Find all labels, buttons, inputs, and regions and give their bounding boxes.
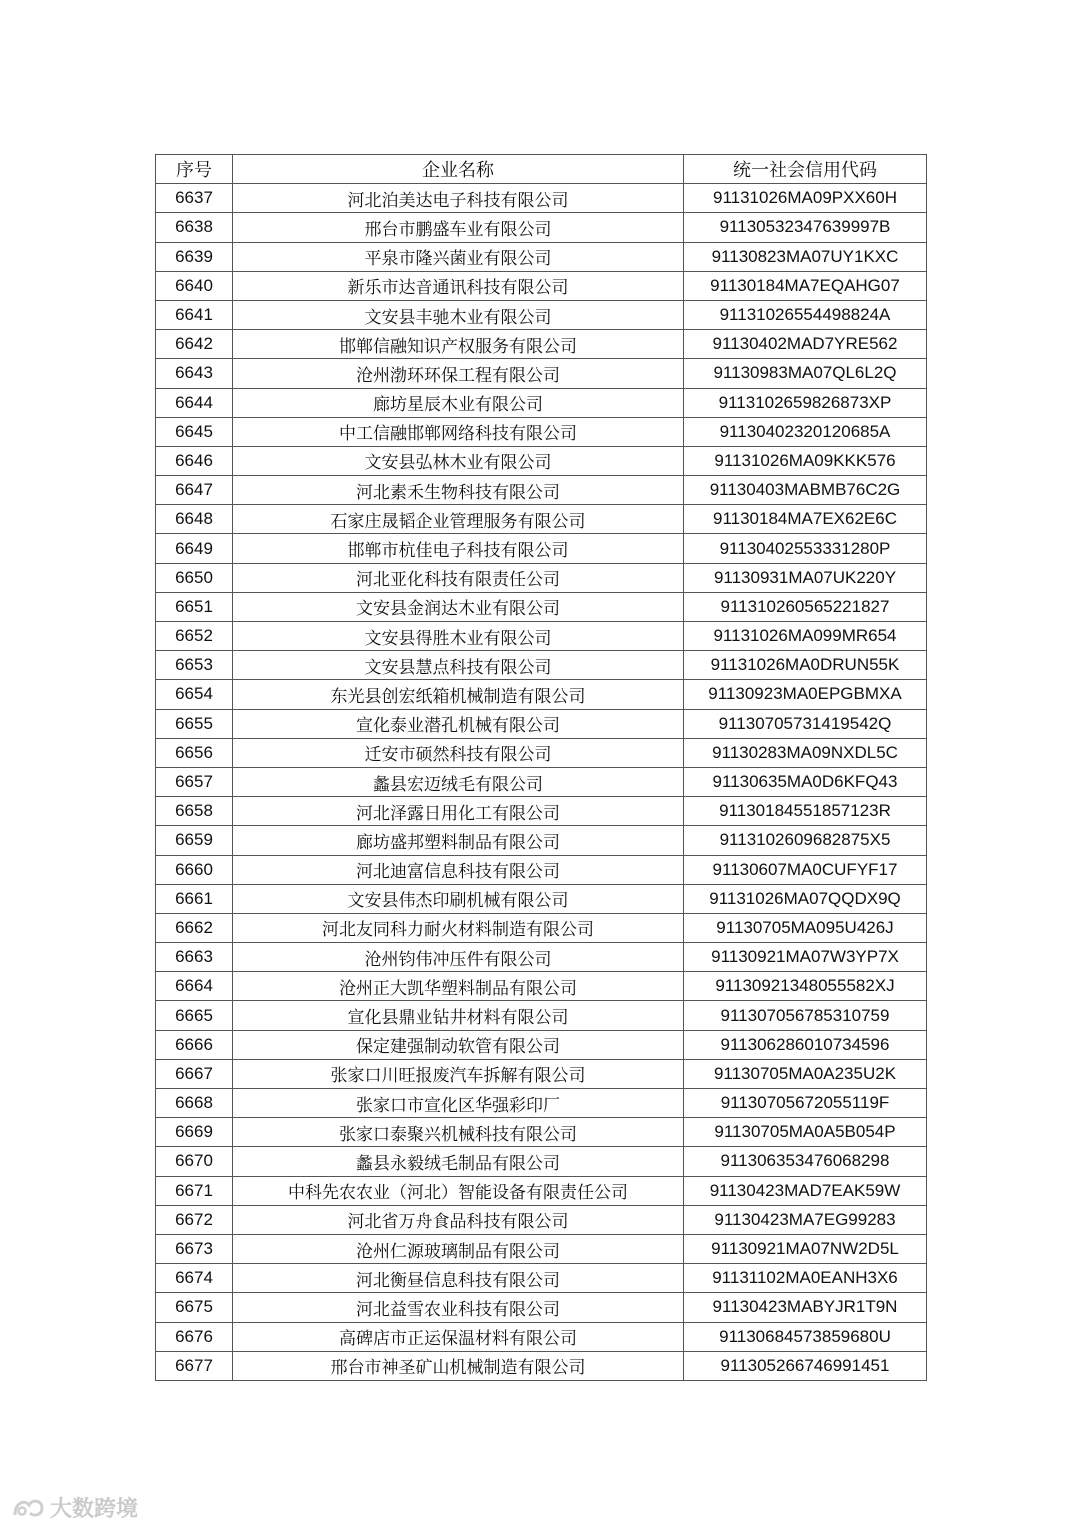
row-index: 6651 (156, 592, 233, 621)
row-index: 6637 (156, 184, 233, 213)
row-index: 6648 (156, 505, 233, 534)
row-credit-code: 91130184551857123R (684, 797, 927, 826)
row-company-name: 河北迪富信息科技有限公司 (233, 855, 684, 884)
row-index: 6668 (156, 1089, 233, 1118)
table-row (156, 651, 927, 680)
row-credit-code: 91130705MA095U426J (684, 913, 927, 942)
table-row (156, 300, 927, 329)
row-index: 6647 (156, 476, 233, 505)
row-company-name: 文安县得胜木业有限公司 (233, 622, 684, 651)
table-row (156, 1176, 927, 1205)
row-company-name: 中科先农农业（河北）智能设备有限责任公司 (233, 1176, 684, 1205)
row-company-name: 河北泽露日用化工有限公司 (233, 797, 684, 826)
table-row (156, 1059, 927, 1088)
row-credit-code: 91130931MA07UK220Y (684, 563, 927, 592)
row-index: 6676 (156, 1322, 233, 1351)
row-credit-code: 91130705731419542Q (684, 709, 927, 738)
row-company-name: 河北益雪农业科技有限公司 (233, 1293, 684, 1322)
table-row (156, 943, 927, 972)
table-row (156, 1234, 927, 1263)
row-credit-code: 911306286010734596 (684, 1030, 927, 1059)
row-company-name: 中工信融邯郸网络科技有限公司 (233, 417, 684, 446)
row-index: 6670 (156, 1147, 233, 1176)
row-company-name: 文安县弘林木业有限公司 (233, 446, 684, 475)
row-company-name: 高碑店市正运保温材料有限公司 (233, 1322, 684, 1351)
table-row (156, 184, 927, 213)
watermark (12, 1492, 138, 1523)
table-row (156, 680, 927, 709)
row-credit-code: 91131026MA09PXX60H (684, 184, 927, 213)
table-row (156, 913, 927, 942)
row-company-name: 蠡县永毅绒毛制品有限公司 (233, 1147, 684, 1176)
table-row (156, 534, 927, 563)
table-row (156, 738, 927, 767)
row-index: 6649 (156, 534, 233, 563)
table-row (156, 1118, 927, 1147)
table-row (156, 271, 927, 300)
table-row (156, 213, 927, 242)
row-index: 6665 (156, 1001, 233, 1030)
row-credit-code: 91130423MABYJR1T9N (684, 1293, 927, 1322)
row-index: 6653 (156, 651, 233, 680)
row-credit-code: 91130635MA0D6KFQ43 (684, 767, 927, 796)
row-company-name: 张家口市宣化区华强彩印厂 (233, 1089, 684, 1118)
row-company-name: 河北亚化科技有限责任公司 (233, 563, 684, 592)
row-index: 6644 (156, 388, 233, 417)
row-index: 6660 (156, 855, 233, 884)
row-index: 6650 (156, 563, 233, 592)
row-company-name: 沧州渤环环保工程有限公司 (233, 359, 684, 388)
header-credit-code: 统一社会信用代码 (684, 155, 927, 184)
row-index: 6674 (156, 1264, 233, 1293)
row-company-name: 宣化泰业潜孔机械有限公司 (233, 709, 684, 738)
row-company-name: 河北省万舟食品科技有限公司 (233, 1205, 684, 1234)
row-company-name: 张家口泰聚兴机械科技有限公司 (233, 1118, 684, 1147)
row-company-name: 沧州正大凯华塑料制品有限公司 (233, 972, 684, 1001)
row-credit-code: 91130402320120685A (684, 417, 927, 446)
table-row (156, 563, 927, 592)
table-row (156, 388, 927, 417)
row-company-name: 文安县丰驰木业有限公司 (233, 300, 684, 329)
row-credit-code: 91130823MA07UY1KXC (684, 242, 927, 271)
row-index: 6645 (156, 417, 233, 446)
row-credit-code: 91130283MA09NXDL5C (684, 738, 927, 767)
row-company-name: 东光县创宏纸箱机械制造有限公司 (233, 680, 684, 709)
table-row (156, 505, 927, 534)
table-row (156, 446, 927, 475)
row-company-name: 廊坊盛邦塑料制品有限公司 (233, 826, 684, 855)
table-row (156, 330, 927, 359)
row-company-name: 文安县伟杰印刷机械有限公司 (233, 884, 684, 913)
table-row (156, 242, 927, 271)
row-index: 6672 (156, 1205, 233, 1234)
row-company-name: 邢台市神圣矿山机械制造有限公司 (233, 1351, 684, 1380)
table-row (156, 884, 927, 913)
row-credit-code: 91130607MA0CUFYF17 (684, 855, 927, 884)
row-credit-code: 91130921348055582XJ (684, 972, 927, 1001)
table-row (156, 1264, 927, 1293)
row-company-name: 宣化县鼎业钻井材料有限公司 (233, 1001, 684, 1030)
row-credit-code: 91131026554498824A (684, 300, 927, 329)
table-row (156, 1089, 927, 1118)
table-row (156, 417, 927, 446)
row-index: 6638 (156, 213, 233, 242)
row-company-name: 河北泊美达电子科技有限公司 (233, 184, 684, 213)
row-index: 6669 (156, 1118, 233, 1147)
row-company-name: 平泉市隆兴菌业有限公司 (233, 242, 684, 271)
table-row (156, 476, 927, 505)
row-company-name: 邯郸信融知识产权服务有限公司 (233, 330, 684, 359)
row-credit-code: 91131102MA0EANH3X6 (684, 1264, 927, 1293)
row-index: 6656 (156, 738, 233, 767)
row-credit-code: 91130705672055119F (684, 1089, 927, 1118)
row-company-name: 河北衡昼信息科技有限公司 (233, 1264, 684, 1293)
row-credit-code: 91130684573859680U (684, 1322, 927, 1351)
table-row (156, 359, 927, 388)
table-row (156, 1322, 927, 1351)
header-index: 序号 (156, 155, 233, 184)
table-row (156, 855, 927, 884)
row-company-name: 文安县慧点科技有限公司 (233, 651, 684, 680)
row-company-name: 廊坊星辰木业有限公司 (233, 388, 684, 417)
row-credit-code: 91131026MA09KKK576 (684, 446, 927, 475)
row-index: 6671 (156, 1176, 233, 1205)
row-credit-code: 91131026MA0DRUN55K (684, 651, 927, 680)
row-company-name: 河北友同科力耐火材料制造有限公司 (233, 913, 684, 942)
row-credit-code: 91130705MA0A235U2K (684, 1059, 927, 1088)
row-index: 6664 (156, 972, 233, 1001)
row-index: 6646 (156, 446, 233, 475)
row-index: 6654 (156, 680, 233, 709)
row-company-name: 张家口川旺报废汽车拆解有限公司 (233, 1059, 684, 1088)
row-credit-code: 91130402553331280P (684, 534, 927, 563)
table-row (156, 1205, 927, 1234)
row-index: 6658 (156, 797, 233, 826)
row-credit-code: 91130184MA7EX62E6C (684, 505, 927, 534)
row-company-name: 蠡县宏迈绒毛有限公司 (233, 767, 684, 796)
row-credit-code: 91130423MA7EG99283 (684, 1205, 927, 1234)
row-company-name: 沧州仁源玻璃制品有限公司 (233, 1234, 684, 1263)
table-row (156, 1351, 927, 1380)
row-index: 6655 (156, 709, 233, 738)
row-index: 6663 (156, 943, 233, 972)
table-row (156, 1001, 927, 1030)
header-company-name: 企业名称 (233, 155, 684, 184)
table-row (156, 1147, 927, 1176)
row-credit-code: 911306353476068298 (684, 1147, 927, 1176)
table-row (156, 972, 927, 1001)
table-row (156, 767, 927, 796)
row-company-name: 邯郸市杭佳电子科技有限公司 (233, 534, 684, 563)
row-company-name: 文安县金润达木业有限公司 (233, 592, 684, 621)
watermark-text: 大数跨境 (50, 1497, 139, 1522)
row-index: 6652 (156, 622, 233, 651)
table-row (156, 592, 927, 621)
row-index: 6661 (156, 884, 233, 913)
row-company-name: 邢台市鹏盛车业有限公司 (233, 213, 684, 242)
row-credit-code: 91130402MAD7YRE562 (684, 330, 927, 359)
brand-logo-icon (12, 1495, 46, 1521)
row-index: 6677 (156, 1351, 233, 1380)
row-credit-code: 911307056785310759 (684, 1001, 927, 1030)
row-credit-code: 91130423MAD7EAK59W (684, 1176, 927, 1205)
table-row (156, 797, 927, 826)
row-index: 6662 (156, 913, 233, 942)
row-credit-code: 91131026MA07QQDX9Q (684, 884, 927, 913)
table-body (156, 184, 927, 1381)
row-credit-code: 9113102609682875X5 (684, 826, 927, 855)
row-index: 6640 (156, 271, 233, 300)
row-index: 6659 (156, 826, 233, 855)
row-index: 6675 (156, 1293, 233, 1322)
row-index: 6657 (156, 767, 233, 796)
table-header-row (156, 155, 927, 184)
row-index: 6673 (156, 1234, 233, 1263)
row-index: 6666 (156, 1030, 233, 1059)
row-credit-code: 91130184MA7EQAHG07 (684, 271, 927, 300)
company-table (155, 154, 927, 1381)
table-row (156, 826, 927, 855)
row-credit-code: 91130705MA0A5B054P (684, 1118, 927, 1147)
row-credit-code: 91130983MA07QL6L2Q (684, 359, 927, 388)
row-company-name: 沧州钧伟冲压件有限公司 (233, 943, 684, 972)
row-index: 6639 (156, 242, 233, 271)
row-credit-code: 911310260565221827 (684, 592, 927, 621)
row-credit-code: 91130921MA07NW2D5L (684, 1234, 927, 1263)
row-credit-code: 91130403MABMB76C2G (684, 476, 927, 505)
table-row (156, 622, 927, 651)
table-row (156, 709, 927, 738)
row-company-name: 石家庄晟韬企业管理服务有限公司 (233, 505, 684, 534)
row-company-name: 新乐市达音通讯科技有限公司 (233, 271, 684, 300)
table-row (156, 1030, 927, 1059)
row-credit-code: 9113102659826873XP (684, 388, 927, 417)
row-credit-code: 911305266746991451 (684, 1351, 927, 1380)
row-company-name: 保定建强制动软管有限公司 (233, 1030, 684, 1059)
row-index: 6642 (156, 330, 233, 359)
row-index: 6643 (156, 359, 233, 388)
row-index: 6667 (156, 1059, 233, 1088)
table-row (156, 1293, 927, 1322)
row-credit-code: 91130532347639997B (684, 213, 927, 242)
row-credit-code: 91130923MA0EPGBMXA (684, 680, 927, 709)
row-credit-code: 91130921MA07W3YP7X (684, 943, 927, 972)
row-credit-code: 91131026MA099MR654 (684, 622, 927, 651)
row-company-name: 迁安市硕然科技有限公司 (233, 738, 684, 767)
row-company-name: 河北素禾生物科技有限公司 (233, 476, 684, 505)
row-index: 6641 (156, 300, 233, 329)
